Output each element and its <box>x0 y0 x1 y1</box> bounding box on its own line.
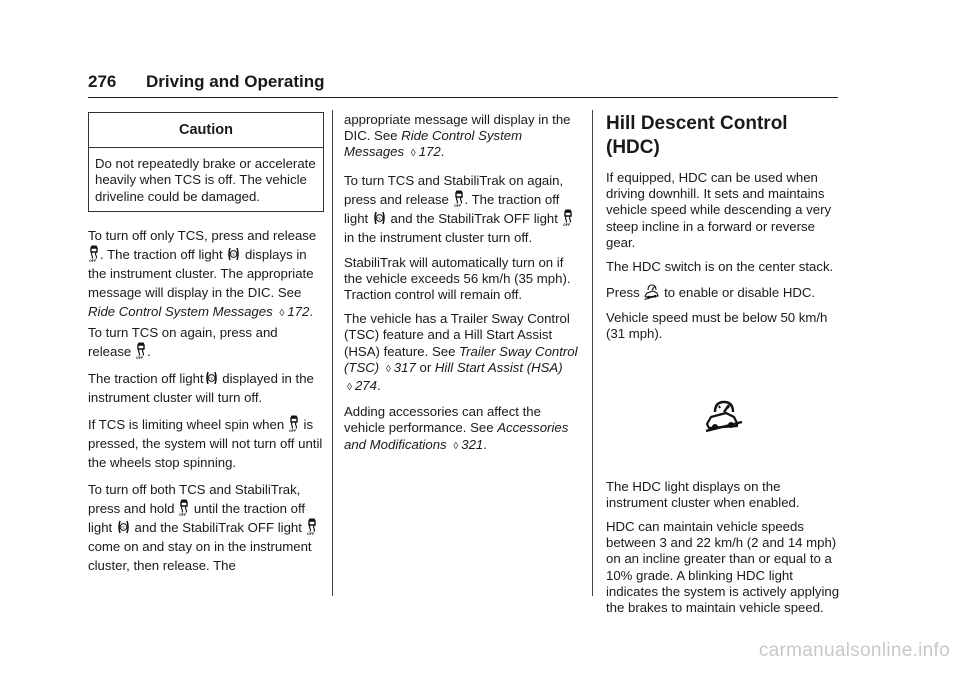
traction-off-icon <box>205 370 218 386</box>
column-1 <box>88 112 324 583</box>
stabilitrak-off-icon <box>136 342 146 359</box>
column-3 <box>606 112 842 624</box>
ref-arrow-icon: ◊ <box>453 440 459 452</box>
xref-link[interactable]: Accessories and Modifications <box>344 420 569 452</box>
svg-text:OFF: OFF <box>562 222 570 226</box>
stabilitrak-off-icon <box>179 499 189 516</box>
paragraph: Adding accessories can affect the vehicle performance. See Accessories and Modifications ◊ 321. <box>344 404 569 452</box>
paragraph: To turn off both TCS and StabiliTrak, press and hold OFF until the traction off light TC and the StabiliTrak OFF light OFF come on and stay on in the instrument cluster, then release. The <box>88 480 324 575</box>
caution-text: Do not repeatedly brake or accelerate heavily when TCS is off. The vehicle driveline could be damaged. <box>95 156 316 204</box>
traction-off-icon <box>117 519 130 535</box>
section-heading: Hill Descent Control (HDC) <box>606 113 788 158</box>
svg-text:OFF: OFF <box>135 355 144 359</box>
svg-text:TC: TC <box>208 376 213 381</box>
ref-arrow-icon: ◊ <box>279 307 285 319</box>
ref-arrow-icon: ◊ <box>347 382 352 394</box>
paragraph: To turn off only TCS, press and release OFF . The traction off light TC displays in the instrument cluster. The appropriate message will display in the DIC. See Ride Control System Messages ◊ 172. To turn TCS on again, press and release OFF . <box>88 227 317 359</box>
page-ref[interactable]: 172 <box>418 144 441 160</box>
page-ref[interactable]: 321 <box>461 436 484 452</box>
section-title: Driving and Operating <box>146 72 325 91</box>
xref-link[interactable]: Hill Start Assist (HSA) <box>434 359 563 375</box>
paragraph: The HDC light displays on the instrument cluster when enabled. <box>606 478 800 510</box>
xref-link[interactable]: Ride Control System Messages <box>88 303 273 319</box>
svg-text:OFF: OFF <box>179 512 187 516</box>
stabilitrak-off-icon <box>89 245 99 262</box>
paragraph: appropriate message will display in the DIC. See Ride Control System Messages ◊ 172. <box>344 112 571 160</box>
paragraph: HDC can maintain vehicle speeds between 3 and 22 km/h (2 and 14 mph) on an incline greater than or equal to a 10% grade. A blinking HDC light indicates the system is actively applying the brakes to maintain vehicle speed. <box>606 519 840 616</box>
svg-text:TC: TC <box>120 525 125 530</box>
page-ref[interactable]: 317 <box>393 359 416 375</box>
traction-off-icon <box>227 246 240 262</box>
svg-text:OFF: OFF <box>89 258 97 262</box>
ref-arrow-icon: ◊ <box>410 148 416 160</box>
stabilitrak-off-icon <box>454 190 464 207</box>
paragraph: If TCS is limiting wheel spin when OFF is pressed, the system will not turn off until the wheels stop spinning. <box>88 416 323 470</box>
caution-box <box>88 112 324 212</box>
page-header <box>88 72 838 92</box>
paragraph: StabiliTrak will automatically turn on if the vehicle exceeds 56 km/h (35 mph). Traction control will remain off. <box>344 254 571 303</box>
traction-off-icon <box>373 210 386 226</box>
stabilitrak-off-icon <box>289 415 299 432</box>
stabilitrak-off-icon <box>563 209 573 226</box>
hdc-icon <box>644 284 659 300</box>
column-divider-2 <box>592 110 593 596</box>
svg-text:TC: TC <box>231 252 236 257</box>
stabilitrak-off-icon <box>307 518 317 535</box>
caution-title: Caution <box>89 113 323 148</box>
xref-link[interactable]: Ride Control System Messages <box>344 128 523 160</box>
page-number: 276 <box>88 72 117 91</box>
column-2 <box>344 112 580 463</box>
page-ref[interactable]: 274 <box>354 378 377 394</box>
ref-arrow-icon: ◊ <box>385 363 391 375</box>
paragraph: To turn TCS and StabiliTrak on again, press and release OFF . The traction off light TC and the StabiliTrak OFF light OFF in the instrument cluster turn off. <box>344 171 580 247</box>
page-ref[interactable]: 172 <box>287 303 310 319</box>
svg-text:OFF: OFF <box>306 531 314 535</box>
svg-text:OFF: OFF <box>453 203 461 207</box>
paragraph: The traction off light TC displayed in the instrument cluster will turn off. <box>88 370 314 405</box>
paragraph: If equipped, HDC can be used when driving downhill. It sets and maintains vehicle speed while descending a very steep incline in a forward or reverse gear. <box>606 170 832 250</box>
header-rule <box>88 97 838 98</box>
paragraph: Press to enable or disable HDC. <box>606 285 816 301</box>
watermark-text: carmanualsonline.info <box>758 640 950 661</box>
hdc-light-icon <box>704 397 744 433</box>
paragraph: Vehicle speed must be below 50 km/h (31 mph). <box>606 310 828 342</box>
svg-text:OFF: OFF <box>288 428 297 432</box>
column-divider-1 <box>332 110 333 596</box>
paragraph: The vehicle has a Trailer Sway Control (TSC) feature and a Hill Start Assist (HSA) feature. See Trailer Sway Control (TSC) ◊ 317 or Hill Start Assist (HSA) ◊ 274. <box>344 311 578 394</box>
paragraph: The HDC switch is on the center stack. <box>606 259 834 275</box>
xref-link[interactable]: Trailer Sway Control (TSC) <box>344 343 578 375</box>
svg-text:TC: TC <box>376 216 381 221</box>
